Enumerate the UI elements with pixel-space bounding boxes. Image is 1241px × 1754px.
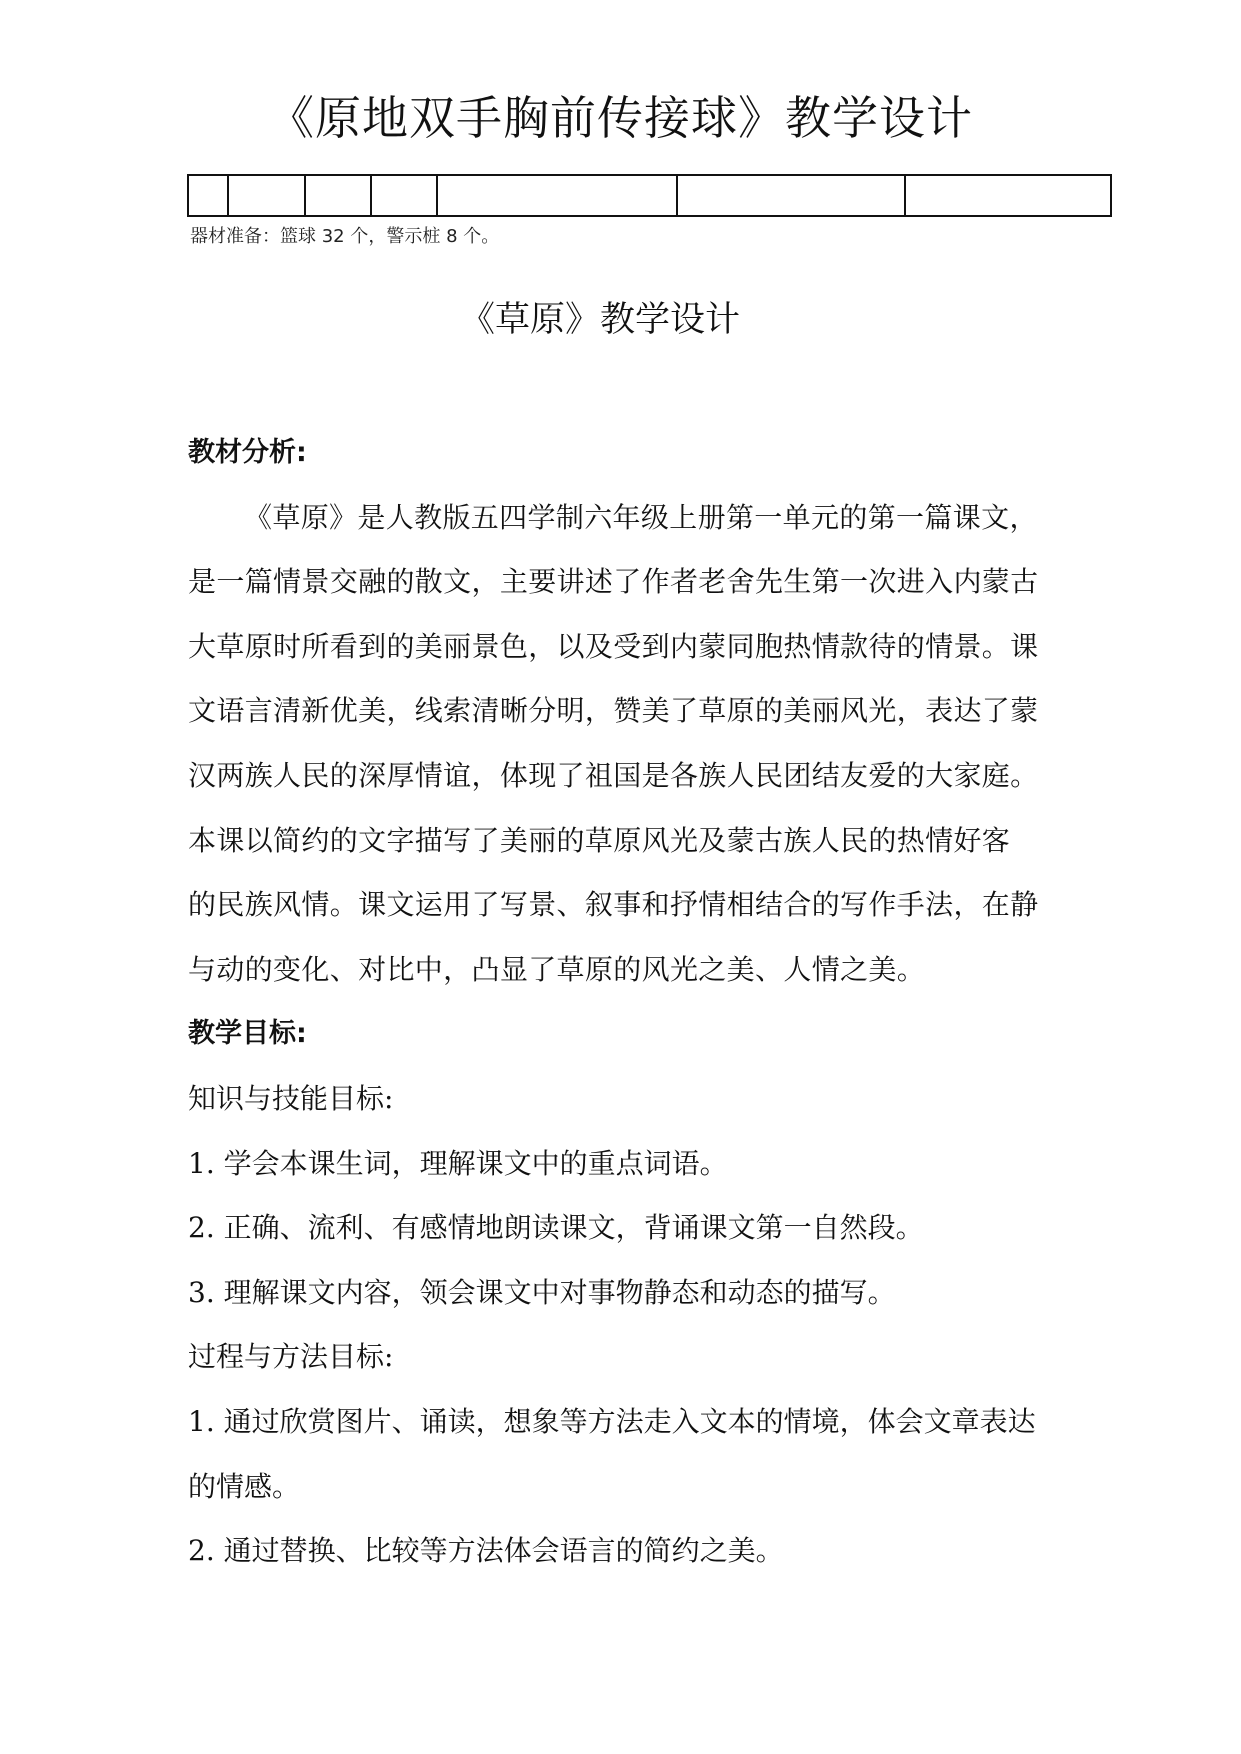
table-cell	[228, 175, 305, 216]
analysis-line: 本课以简约的文字描写了美丽的草原风光及蒙古族人民的热情好客	[188, 823, 1011, 857]
equipment-note: 器材准备：篮球 32 个，警示桩 8 个。	[190, 226, 500, 247]
document-body	[188, 421, 1068, 1584]
sub-title: 《草原》教学设计	[459, 300, 740, 340]
analysis-line: 是一篇情景交融的散文，主要讲述了作者老舍先生第一次进入内蒙古	[188, 565, 1039, 599]
table-cell	[371, 175, 437, 216]
process-item: 1. 通过欣赏图片、诵读，想象等方法走入文本的情境，体会文章表达	[188, 1404, 1036, 1438]
table-cell	[188, 175, 228, 216]
analysis-line: 汉两族人民的深厚情谊，体现了祖国是各族人民团结友爱的大家庭。	[188, 758, 1039, 792]
process-item: 的情感。	[188, 1469, 301, 1503]
main-title: 《原地双手胸前传接球》教学设计	[268, 91, 973, 145]
analysis-line: 与动的变化、对比中，凸显了草原的风光之美、人情之美。	[188, 952, 926, 986]
process-heading: 过程与方法目标:	[188, 1340, 394, 1374]
analysis-line: 大草原时所看到的美丽景色，以及受到内蒙同胞热情款待的情景。课	[188, 629, 1039, 663]
table-cell	[677, 175, 905, 216]
analysis-line: 文语言清新优美，线索清晰分明，赞美了草原的美丽风光，表达了蒙	[188, 694, 1039, 728]
knowledge-item: 1. 学会本课生词，理解课文中的重点词语。	[188, 1146, 728, 1180]
knowledge-item: 3. 理解课文内容，领会课文中对事物静态和动态的描写。	[188, 1275, 896, 1309]
goals-heading: 教学目标:	[188, 1018, 307, 1050]
empty-info-table	[187, 174, 1112, 217]
analysis-line: 的民族风情。课文运用了写景、叙事和抒情相结合的写作手法，在静	[188, 888, 1039, 922]
knowledge-item: 2. 正确、流利、有感情地朗读课文，背诵课文第一自然段。	[188, 1211, 924, 1245]
analysis-heading: 教材分析:	[188, 437, 307, 468]
analysis-line: 《草原》是人教版五四学制六年级上册第一单元的第一篇课文，	[244, 500, 1038, 534]
knowledge-heading: 知识与技能目标:	[188, 1081, 394, 1115]
table-cell	[305, 175, 371, 216]
table-cell	[437, 175, 677, 216]
process-item: 2. 通过替换、比较等方法体会语言的简约之美。	[188, 1534, 784, 1568]
table-row	[188, 175, 1111, 216]
table-cell	[905, 175, 1111, 216]
